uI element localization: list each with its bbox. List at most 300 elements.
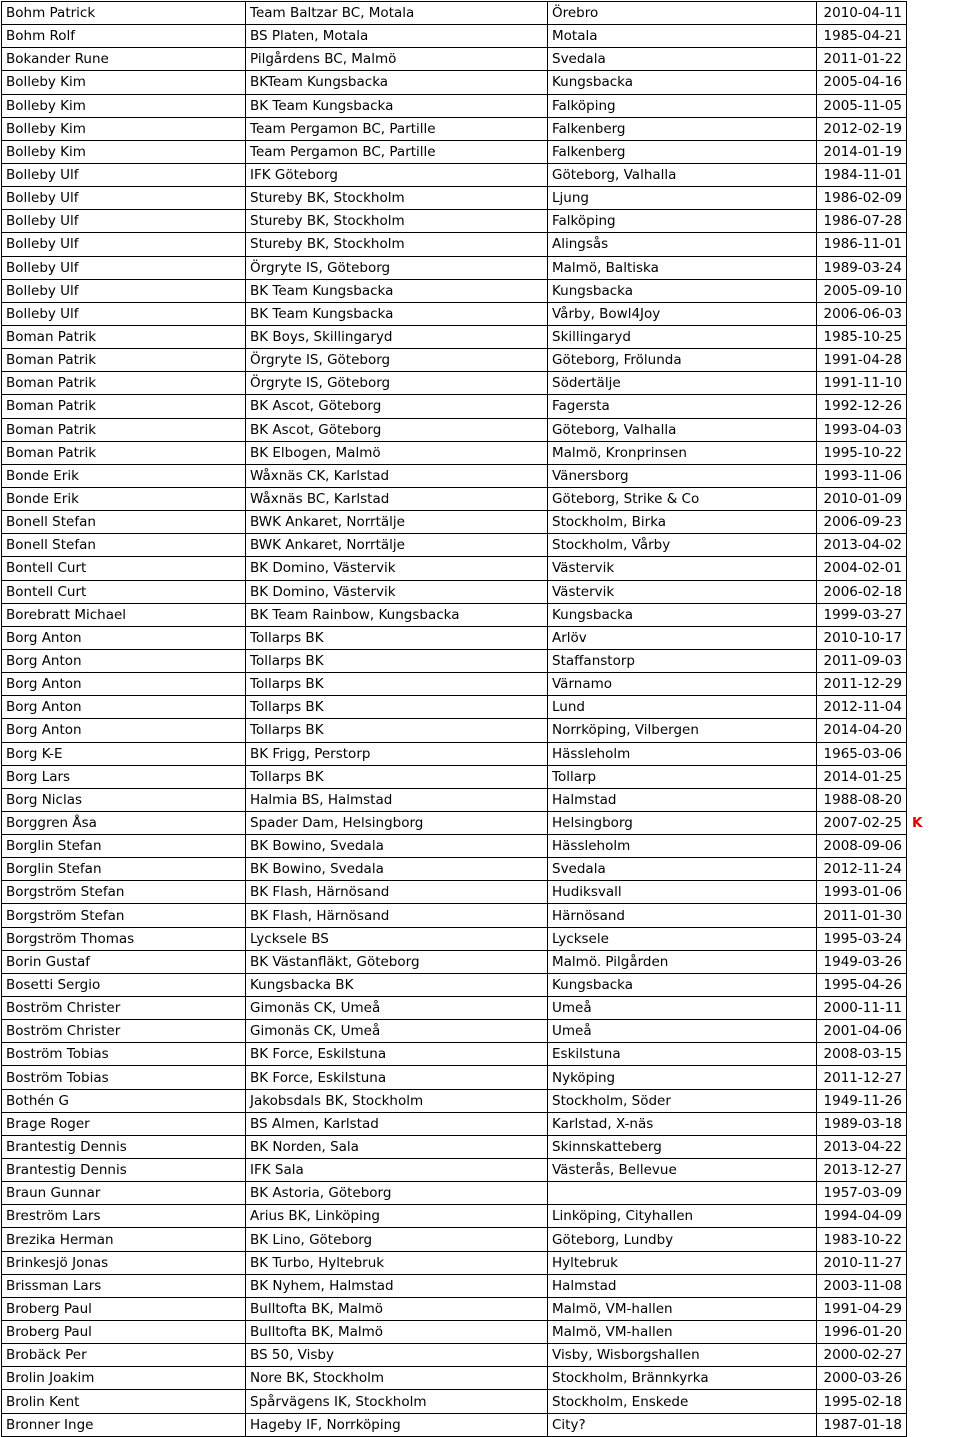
player-name-cell: Bolleby Ulf	[2, 210, 246, 233]
date-cell: 1995-03-24	[817, 927, 907, 950]
date-cell: 1983-10-22	[817, 1228, 907, 1251]
player-name-cell: Borebratt Michael	[2, 603, 246, 626]
mark-cell	[907, 395, 957, 418]
mark-cell	[907, 464, 957, 487]
date-cell: 1949-03-26	[817, 950, 907, 973]
location-cell: Västervik	[548, 557, 817, 580]
mark-cell	[907, 1274, 957, 1297]
mark-cell	[907, 1112, 957, 1135]
player-name-cell: Bolleby Ulf	[2, 163, 246, 186]
location-cell: Hudiksvall	[548, 881, 817, 904]
location-cell: Södertälje	[548, 372, 817, 395]
table-row	[2, 2, 957, 25]
location-cell: City?	[548, 1413, 817, 1436]
mark-cell	[907, 788, 957, 811]
location-cell: Staffanstorp	[548, 649, 817, 672]
player-name-cell: Bonde Erik	[2, 487, 246, 510]
club-cell: BK Boys, Skillingaryd	[246, 325, 548, 348]
date-cell: 2011-01-22	[817, 48, 907, 71]
club-cell: Team Pergamon BC, Partille	[246, 140, 548, 163]
date-cell: 2014-01-19	[817, 140, 907, 163]
mark-cell	[907, 1367, 957, 1390]
location-cell: Kungsbacka	[548, 603, 817, 626]
player-name-cell: Bonell Stefan	[2, 534, 246, 557]
club-cell: BK Norden, Sala	[246, 1135, 548, 1158]
player-name-cell: Borgström Stefan	[2, 904, 246, 927]
location-cell: Linköping, Cityhallen	[548, 1205, 817, 1228]
club-cell: Stureby BK, Stockholm	[246, 233, 548, 256]
table-row	[2, 25, 957, 48]
date-cell: 2013-04-02	[817, 534, 907, 557]
club-cell: Arius BK, Linköping	[246, 1205, 548, 1228]
date-cell: 1993-04-03	[817, 418, 907, 441]
mark-cell	[907, 94, 957, 117]
club-cell: BWK Ankaret, Norrtälje	[246, 534, 548, 557]
mark-cell	[907, 973, 957, 996]
table-row	[2, 1135, 957, 1158]
club-cell: Bulltofta BK, Malmö	[246, 1297, 548, 1320]
club-cell: BK Flash, Härnösand	[246, 904, 548, 927]
location-cell: Falköping	[548, 210, 817, 233]
mark-cell	[907, 1182, 957, 1205]
date-cell: 1986-02-09	[817, 187, 907, 210]
player-name-cell: Bolleby Kim	[2, 117, 246, 140]
club-cell: BK Bowino, Svedala	[246, 858, 548, 881]
mark-cell	[907, 1066, 957, 1089]
player-name-cell: Broberg Paul	[2, 1297, 246, 1320]
location-cell: Härnösand	[548, 904, 817, 927]
mark-cell	[907, 858, 957, 881]
club-cell: Team Baltzar BC, Motala	[246, 2, 548, 25]
location-cell: Göteborg, Strike & Co	[548, 487, 817, 510]
club-cell: Gimonäs CK, Umeå	[246, 1020, 548, 1043]
table-row	[2, 511, 957, 534]
player-name-cell: Bothén G	[2, 1089, 246, 1112]
mark-cell	[907, 580, 957, 603]
location-cell: Alingsås	[548, 233, 817, 256]
table-row	[2, 163, 957, 186]
table-row	[2, 835, 957, 858]
table-row	[2, 626, 957, 649]
location-cell: Göteborg, Lundby	[548, 1228, 817, 1251]
location-cell: Eskilstuna	[548, 1043, 817, 1066]
table-row	[2, 950, 957, 973]
location-cell: Stockholm, Enskede	[548, 1390, 817, 1413]
table-row	[2, 1043, 957, 1066]
date-cell: 2006-09-23	[817, 511, 907, 534]
club-cell: Halmia BS, Halmstad	[246, 788, 548, 811]
date-cell: 2001-04-06	[817, 1020, 907, 1043]
player-name-cell: Brobäck Per	[2, 1344, 246, 1367]
mark-cell	[907, 117, 957, 140]
date-cell: 2013-12-27	[817, 1159, 907, 1182]
club-cell: BS Platen, Motala	[246, 25, 548, 48]
table-row	[2, 811, 957, 834]
mark-cell	[907, 626, 957, 649]
mark-cell	[907, 673, 957, 696]
table-row	[2, 418, 957, 441]
club-cell: Tollarps BK	[246, 719, 548, 742]
mark-cell	[907, 765, 957, 788]
date-cell: 1995-02-18	[817, 1390, 907, 1413]
player-name-cell: Boström Tobias	[2, 1043, 246, 1066]
club-cell: BK Team Kungsbacka	[246, 94, 548, 117]
date-cell: 2006-02-18	[817, 580, 907, 603]
date-cell: 1993-11-06	[817, 464, 907, 487]
location-cell: Västerås, Bellevue	[548, 1159, 817, 1182]
location-cell: Tollarp	[548, 765, 817, 788]
table-row	[2, 1089, 957, 1112]
date-cell: 1991-04-28	[817, 349, 907, 372]
mark-cell	[907, 1251, 957, 1274]
player-name-cell: Brantestig Dennis	[2, 1159, 246, 1182]
table-row	[2, 117, 957, 140]
club-cell: BS 50, Visby	[246, 1344, 548, 1367]
player-name-cell: Boman Patrik	[2, 325, 246, 348]
date-cell: 1949-11-26	[817, 1089, 907, 1112]
mark-cell	[907, 349, 957, 372]
location-cell: Visby, Wisborgshallen	[548, 1344, 817, 1367]
mark-cell	[907, 557, 957, 580]
date-cell: 2014-04-20	[817, 719, 907, 742]
table-row	[2, 881, 957, 904]
player-name-cell: Brolin Kent	[2, 1390, 246, 1413]
date-cell: 2008-09-06	[817, 835, 907, 858]
date-cell: 2012-11-04	[817, 696, 907, 719]
location-cell: Stockholm, Vårby	[548, 534, 817, 557]
club-cell: BK Domino, Västervik	[246, 580, 548, 603]
player-name-cell: Borgström Thomas	[2, 927, 246, 950]
player-name-cell: Bolleby Ulf	[2, 233, 246, 256]
player-name-cell: Brolin Joakim	[2, 1367, 246, 1390]
club-cell: Bulltofta BK, Malmö	[246, 1321, 548, 1344]
player-name-cell: Boman Patrik	[2, 441, 246, 464]
date-cell: 1989-03-18	[817, 1112, 907, 1135]
player-name-cell: Borg Anton	[2, 626, 246, 649]
club-cell: BS Almen, Karlstad	[246, 1112, 548, 1135]
player-name-cell: Borin Gustaf	[2, 950, 246, 973]
club-cell: BK Bowino, Svedala	[246, 835, 548, 858]
location-cell: Falköping	[548, 94, 817, 117]
date-cell: 1965-03-06	[817, 742, 907, 765]
date-cell: 2011-12-27	[817, 1066, 907, 1089]
player-name-cell: Bontell Curt	[2, 557, 246, 580]
mark-cell	[907, 372, 957, 395]
location-cell: Norrköping, Vilbergen	[548, 719, 817, 742]
mark-cell	[907, 1089, 957, 1112]
date-cell: 2008-03-15	[817, 1043, 907, 1066]
table-row	[2, 603, 957, 626]
club-cell: Spader Dam, Helsingborg	[246, 811, 548, 834]
date-cell: 1985-04-21	[817, 25, 907, 48]
table-row	[2, 487, 957, 510]
table-row	[2, 858, 957, 881]
mark-cell	[907, 1321, 957, 1344]
mark-cell	[907, 187, 957, 210]
location-cell: Skinnskatteberg	[548, 1135, 817, 1158]
location-cell: Kungsbacka	[548, 71, 817, 94]
player-name-cell: Boman Patrik	[2, 349, 246, 372]
mark-cell	[907, 742, 957, 765]
location-cell: Ljung	[548, 187, 817, 210]
mark-cell	[907, 48, 957, 71]
mark-cell	[907, 1205, 957, 1228]
player-name-cell: Bolleby Ulf	[2, 302, 246, 325]
mark-cell	[907, 1228, 957, 1251]
player-name-cell: Borgström Stefan	[2, 881, 246, 904]
mark-cell	[907, 25, 957, 48]
date-cell: 2000-03-26	[817, 1367, 907, 1390]
player-name-cell: Bolleby Ulf	[2, 187, 246, 210]
location-cell: Helsingborg	[548, 811, 817, 834]
location-cell: Göteborg, Valhalla	[548, 163, 817, 186]
mark-cell	[907, 511, 957, 534]
player-name-cell: Bolleby Ulf	[2, 279, 246, 302]
location-cell: Hässleholm	[548, 742, 817, 765]
date-cell: 2014-01-25	[817, 765, 907, 788]
location-cell: Karlstad, X-näs	[548, 1112, 817, 1135]
location-cell: Skillingaryd	[548, 325, 817, 348]
location-cell: Hässleholm	[548, 835, 817, 858]
table-row	[2, 187, 957, 210]
table-row	[2, 788, 957, 811]
mark-cell	[907, 881, 957, 904]
date-cell: 2000-11-11	[817, 997, 907, 1020]
mark-cell	[907, 210, 957, 233]
table-row	[2, 534, 957, 557]
player-name-cell: Breström Lars	[2, 1205, 246, 1228]
date-cell: 1994-04-09	[817, 1205, 907, 1228]
date-cell: 1995-10-22	[817, 441, 907, 464]
location-cell: Arlöv	[548, 626, 817, 649]
club-cell: BK Domino, Västervik	[246, 557, 548, 580]
club-cell: BK Nyhem, Halmstad	[246, 1274, 548, 1297]
date-cell: 1987-01-18	[817, 1413, 907, 1436]
table-row	[2, 557, 957, 580]
mark-cell	[907, 835, 957, 858]
player-name-cell: Bosetti Sergio	[2, 973, 246, 996]
mark-cell	[907, 696, 957, 719]
location-cell: Malmö. Pilgården	[548, 950, 817, 973]
player-name-cell: Borggren Åsa	[2, 811, 246, 834]
mark-cell	[907, 997, 957, 1020]
table-row	[2, 696, 957, 719]
mark-cell	[907, 1135, 957, 1158]
mark-cell	[907, 325, 957, 348]
date-cell: 1999-03-27	[817, 603, 907, 626]
table-row	[2, 140, 957, 163]
date-cell: 2010-10-17	[817, 626, 907, 649]
table-row	[2, 1159, 957, 1182]
player-name-cell: Borg Niclas	[2, 788, 246, 811]
club-cell: Tollarps BK	[246, 626, 548, 649]
club-cell: BKTeam Kungsbacka	[246, 71, 548, 94]
location-cell: Stockholm, Brännkyrka	[548, 1367, 817, 1390]
player-name-cell: Borg Anton	[2, 673, 246, 696]
table-row	[2, 302, 957, 325]
location-cell: Falkenberg	[548, 117, 817, 140]
player-name-cell: Borg Anton	[2, 696, 246, 719]
table-row	[2, 1020, 957, 1043]
mark-cell	[907, 649, 957, 672]
table-row	[2, 765, 957, 788]
date-cell: 1996-01-20	[817, 1321, 907, 1344]
mark-cell	[907, 1390, 957, 1413]
table-row	[2, 1066, 957, 1089]
table-row	[2, 1205, 957, 1228]
table-row	[2, 1274, 957, 1297]
date-cell: 2005-04-16	[817, 71, 907, 94]
table-row	[2, 1182, 957, 1205]
date-cell: 2007-02-25	[817, 811, 907, 834]
mark-cell	[907, 950, 957, 973]
club-cell: BK Team Kungsbacka	[246, 302, 548, 325]
date-cell: 2012-11-24	[817, 858, 907, 881]
location-cell: Svedala	[548, 48, 817, 71]
location-cell: Malmö, VM-hallen	[548, 1321, 817, 1344]
location-cell: Västervik	[548, 580, 817, 603]
date-cell: 1984-11-01	[817, 163, 907, 186]
location-cell: Halmstad	[548, 788, 817, 811]
location-cell: Hyltebruk	[548, 1251, 817, 1274]
club-cell: Tollarps BK	[246, 673, 548, 696]
table-row	[2, 395, 957, 418]
mark-cell	[907, 256, 957, 279]
date-cell: 2005-09-10	[817, 279, 907, 302]
club-cell: Tollarps BK	[246, 649, 548, 672]
location-cell: Kungsbacka	[548, 279, 817, 302]
table-row	[2, 719, 957, 742]
table-row	[2, 48, 957, 71]
date-cell: 2005-11-05	[817, 94, 907, 117]
table-row	[2, 233, 957, 256]
club-cell: Stureby BK, Stockholm	[246, 210, 548, 233]
date-cell: 1986-07-28	[817, 210, 907, 233]
player-name-cell: Bohm Rolf	[2, 25, 246, 48]
table-row	[2, 71, 957, 94]
club-cell: Hageby IF, Norrköping	[246, 1413, 548, 1436]
table-row	[2, 742, 957, 765]
player-name-cell: Borglin Stefan	[2, 835, 246, 858]
table-row	[2, 1297, 957, 1320]
player-name-cell: Boman Patrik	[2, 372, 246, 395]
club-cell: BK Frigg, Perstorp	[246, 742, 548, 765]
club-cell: Jakobsdals BK, Stockholm	[246, 1089, 548, 1112]
club-cell: Stureby BK, Stockholm	[246, 187, 548, 210]
mark-cell	[907, 441, 957, 464]
date-cell: 2004-02-01	[817, 557, 907, 580]
location-cell: Vänersborg	[548, 464, 817, 487]
player-name-cell: Brezika Herman	[2, 1228, 246, 1251]
date-cell: 2011-09-03	[817, 649, 907, 672]
club-cell: BK Astoria, Göteborg	[246, 1182, 548, 1205]
player-name-cell: Bronner Inge	[2, 1413, 246, 1436]
club-cell: Nore BK, Stockholm	[246, 1367, 548, 1390]
mark-cell	[907, 302, 957, 325]
mark-cell	[907, 1020, 957, 1043]
table-row	[2, 904, 957, 927]
date-cell: 2010-11-27	[817, 1251, 907, 1274]
location-cell	[548, 1182, 817, 1205]
location-cell: Motala	[548, 25, 817, 48]
mark-cell: K	[912, 814, 923, 831]
player-name-cell: Bolleby Kim	[2, 94, 246, 117]
location-cell: Vårby, Bowl4Joy	[548, 302, 817, 325]
mark-cell	[907, 279, 957, 302]
table-row	[2, 464, 957, 487]
date-cell: 1995-04-26	[817, 973, 907, 996]
date-cell: 1991-04-29	[817, 1297, 907, 1320]
table-row	[2, 997, 957, 1020]
table-row	[2, 94, 957, 117]
date-cell: 2003-11-08	[817, 1274, 907, 1297]
table-row	[2, 1367, 957, 1390]
club-cell: BWK Ankaret, Norrtälje	[246, 511, 548, 534]
location-cell: Värnamo	[548, 673, 817, 696]
mark-cell	[907, 927, 957, 950]
club-cell: Spårvägens IK, Stockholm	[246, 1390, 548, 1413]
club-cell: Örgryte IS, Göteborg	[246, 349, 548, 372]
mark-cell	[907, 1043, 957, 1066]
date-cell: 2013-04-22	[817, 1135, 907, 1158]
player-name-cell: Bolleby Kim	[2, 71, 246, 94]
player-name-cell: Borg Anton	[2, 649, 246, 672]
player-name-cell: Brissman Lars	[2, 1274, 246, 1297]
mark-cell	[907, 418, 957, 441]
location-cell: Fagersta	[548, 395, 817, 418]
player-name-cell: Bohm Patrick	[2, 2, 246, 25]
location-cell: Umeå	[548, 1020, 817, 1043]
records-table-body	[2, 2, 957, 1437]
location-cell: Göteborg, Valhalla	[548, 418, 817, 441]
date-cell: 1991-11-10	[817, 372, 907, 395]
club-cell: Team Pergamon BC, Partille	[246, 117, 548, 140]
mark-cell	[907, 904, 957, 927]
table-row	[2, 372, 957, 395]
club-cell: Kungsbacka BK	[246, 973, 548, 996]
player-name-cell: Braun Gunnar	[2, 1182, 246, 1205]
table-row	[2, 325, 957, 348]
date-cell: 2000-02-27	[817, 1344, 907, 1367]
table-row	[2, 349, 957, 372]
table-row	[2, 580, 957, 603]
table-row	[2, 441, 957, 464]
player-name-cell: Boström Christer	[2, 1020, 246, 1043]
mark-cell	[907, 233, 957, 256]
table-row	[2, 1321, 957, 1344]
club-cell: Wåxnäs CK, Karlstad	[246, 464, 548, 487]
mark-cell	[907, 71, 957, 94]
location-cell: Falkenberg	[548, 140, 817, 163]
club-cell: Örgryte IS, Göteborg	[246, 372, 548, 395]
date-cell: 2012-02-19	[817, 117, 907, 140]
table-row	[2, 1390, 957, 1413]
mark-cell	[907, 534, 957, 557]
club-cell: Lycksele BS	[246, 927, 548, 950]
date-cell: 2011-01-30	[817, 904, 907, 927]
table-row	[2, 1112, 957, 1135]
mark-cell	[907, 1159, 957, 1182]
table-row	[2, 210, 957, 233]
player-name-cell: Boström Christer	[2, 997, 246, 1020]
date-cell: 2010-04-11	[817, 2, 907, 25]
date-cell: 2006-06-03	[817, 302, 907, 325]
date-cell: 1985-10-25	[817, 325, 907, 348]
club-cell: Tollarps BK	[246, 696, 548, 719]
date-cell: 1993-01-06	[817, 881, 907, 904]
player-name-cell: Borg Lars	[2, 765, 246, 788]
player-name-cell: Boman Patrik	[2, 418, 246, 441]
